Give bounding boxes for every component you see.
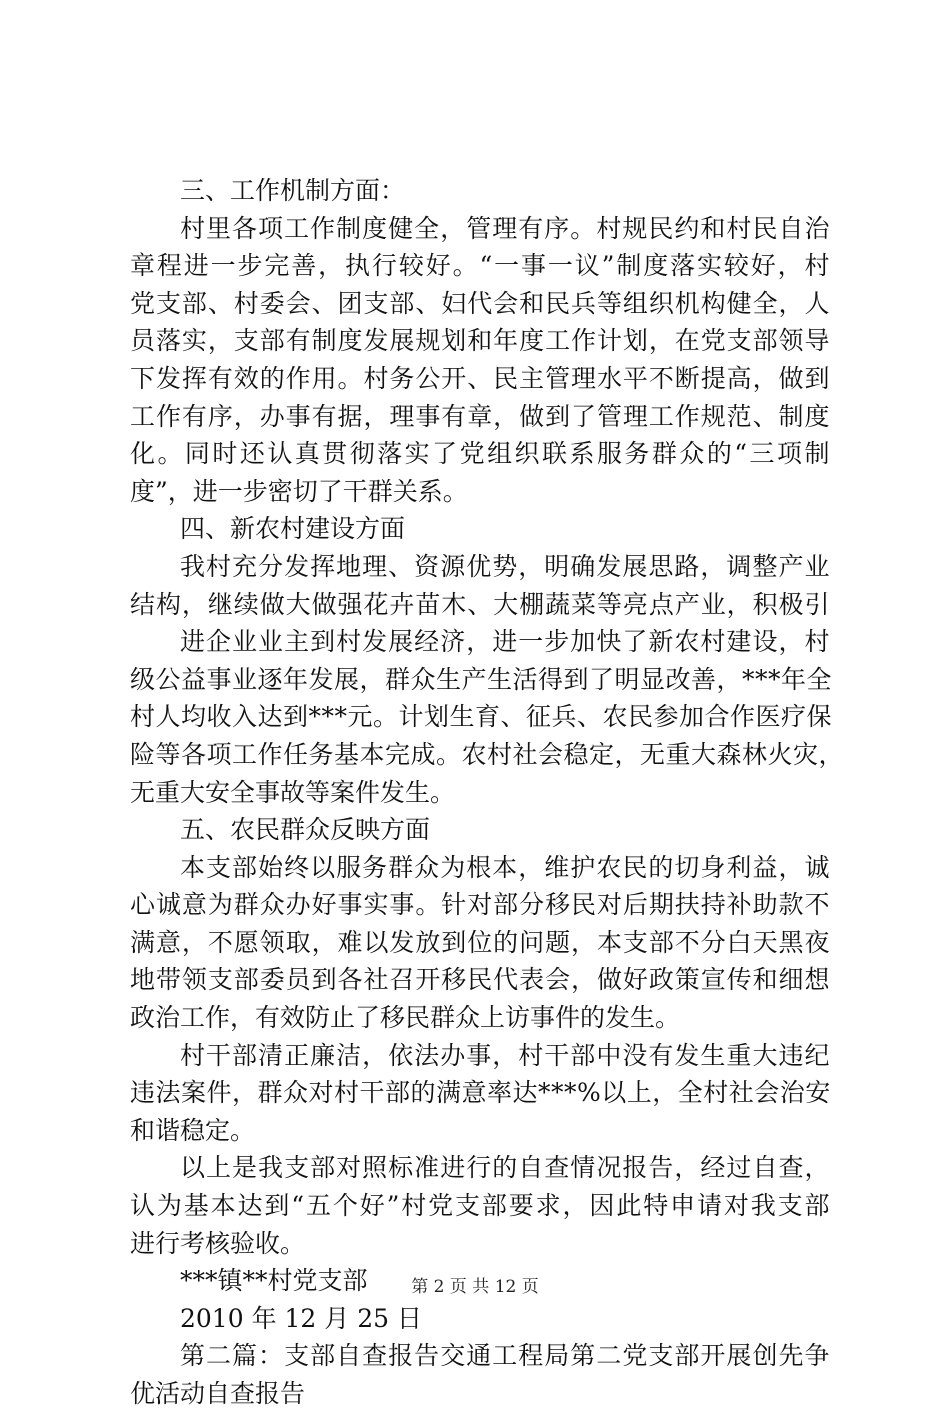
- paragraph-line: 下发挥有效的作用。村务公开、民主管理水平不断提高，做到: [130, 363, 830, 393]
- paragraph-line: 度”，进一步密切了干群关系。: [130, 476, 468, 506]
- paragraph-line: 地带领支部委员到各社召开移民代表会，做好政策宣传和细想: [130, 965, 830, 995]
- section-heading: 五、农民群众反映方面: [180, 815, 431, 845]
- document-body: [130, 172, 845, 1413]
- paragraph-line: 以上是我支部对照标准进行的自查情况报告，经过自查，: [180, 1153, 830, 1183]
- date-line: 2010 年 12 月 25 日: [180, 1303, 422, 1333]
- paragraph-line: 满意，不愿领取，难以发放到位的问题，本支部不分白天黑夜: [130, 927, 830, 957]
- paragraph-line: 进行考核验收。: [130, 1228, 306, 1258]
- paragraph-line: 级公益事业逐年发展，群众生产生活得到了明显改善，***年全: [130, 664, 833, 694]
- paragraph-line: 险等各项工作任务基本完成。农村社会稳定，无重大森林火灾，: [130, 739, 845, 769]
- paragraph-line: 认为基本达到“五个好”村党支部要求，因此特申请对我支部: [130, 1191, 830, 1221]
- paragraph-line: 村干部清正廉洁，依法办事，村干部中没有发生重大违纪: [180, 1040, 830, 1070]
- paragraph-line: 章程进一步完善，执行较好。“一事一议”制度落实较好，村: [130, 251, 830, 281]
- section-heading: 三、工作机制方面：: [180, 176, 406, 205]
- paragraph-line: 心诚意为群众办好事实事。针对部分移民对后期扶持补助款不: [130, 890, 830, 920]
- paragraph-line: 员落实，支部有制度发展规划和年度工作计划，在党支部领导: [130, 326, 830, 356]
- paragraph-line: 进企业业主到村发展经济，进一步加快了新农村建设，村: [180, 627, 830, 657]
- section-heading: 四、新农村建设方面: [180, 514, 406, 544]
- paragraph-line: 本支部始终以服务群众为根本，维护农民的切身利益，诚: [180, 852, 830, 882]
- paragraph-line: 党支部、村委会、团支部、妇代会和民兵等组织机构健全，人: [130, 288, 830, 318]
- signature-line: ***镇**村党支部: [180, 1266, 368, 1296]
- paragraph-line: 无重大安全事故等案件发生。: [130, 777, 456, 807]
- paragraph-line: 和谐稳定。: [130, 1115, 256, 1145]
- page-number-footer: 第 2 页 共 12 页: [411, 1277, 539, 1297]
- paragraph-line: 村人均收入达到***元。计划生育、征兵、农民参加合作医疗保: [130, 702, 833, 732]
- section-title-line: 第二篇：支部自查报告交通工程局第二党支部开展创先争: [180, 1341, 830, 1371]
- paragraph-line: 工作有序，办事有据，理事有章，做到了管理工作规范、制度: [130, 401, 830, 431]
- paragraph-line: 化。同时还认真贯彻落实了党组织联系服务群众的“三项制: [130, 439, 830, 469]
- paragraph-line: 村里各项工作制度健全，管理有序。村规民约和村民自治: [180, 213, 830, 243]
- paragraph-line: 我村充分发挥地理、资源优势，明确发展思路，调整产业: [180, 551, 830, 581]
- paragraph-line: 违法案件，群众对村干部的满意率达***%以上，全村社会治安: [130, 1078, 831, 1108]
- paragraph-line: 政治工作，有效防止了移民群众上访事件的发生。: [130, 1003, 681, 1033]
- paragraph-line: 结构，继续做大做强花卉苗木、大棚蔬菜等亮点产业，积极引: [130, 589, 830, 619]
- section-title-line: 优活动自查报告: [130, 1379, 306, 1408]
